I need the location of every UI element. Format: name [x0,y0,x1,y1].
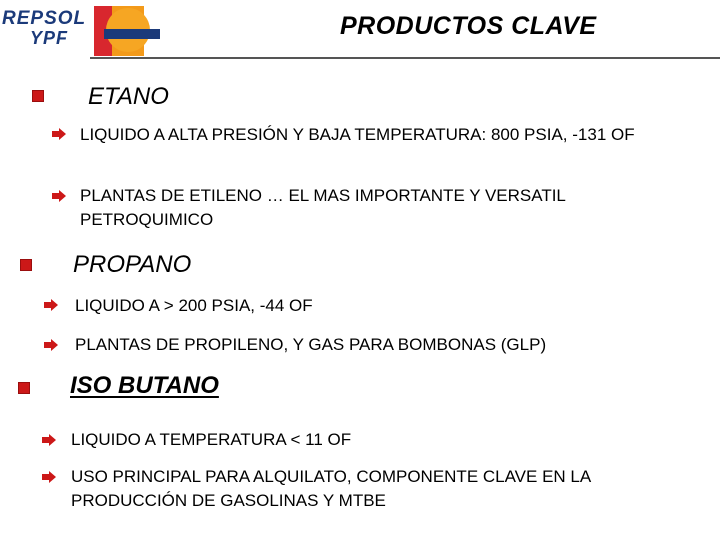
slide-title: PRODUCTOS CLAVE [340,12,597,40]
red-arrow-bullet-icon [42,471,56,483]
item-etano-1: LIQUIDO A ALTA PRESIÓN Y BAJA TEMPERATURA: 800 PSIA, -131 OF [80,125,635,144]
logo-text-ypf: YPF [30,28,69,48]
title-divider [90,57,720,59]
red-arrow-bullet-icon [42,434,56,446]
item-iso-butano-2: USO PRINCIPAL PARA ALQUILATO, COMPONENTE CLAVE EN LA PRODUCCIÓN DE GASOLINAS Y MTBE [71,467,591,510]
heading-iso-butano: ISO BUTANO [70,372,219,399]
item-iso-butano-1: LIQUIDO A TEMPERATURA < 11 OF [71,430,352,449]
item-etano-2: PLANTAS DE ETILENO … EL MAS IMPORTANTE Y VERSATIL PETROQUIMICO [80,186,566,229]
red-arrow-bullet-icon [52,190,66,202]
section-bullet-etano [32,90,44,102]
section-bullet-iso-butano [18,382,30,394]
heading-propano: PROPANO [73,251,192,278]
logo-mark-icon [84,2,164,58]
item-propano-1: LIQUIDO A > 200 PSIA, -44 OF [75,296,313,315]
red-arrow-bullet-icon [52,128,66,140]
heading-etano: ETANO [88,83,169,110]
repsol-ypf-logo [0,0,170,60]
item-propano-2: PLANTAS DE PROPILENO, Y GAS PARA BOMBONAS (GLP) [75,335,547,354]
logo-text-repsol: REPSOL [2,8,87,29]
red-arrow-bullet-icon [44,339,58,351]
red-arrow-bullet-icon [44,299,58,311]
section-bullet-propano [20,259,32,271]
